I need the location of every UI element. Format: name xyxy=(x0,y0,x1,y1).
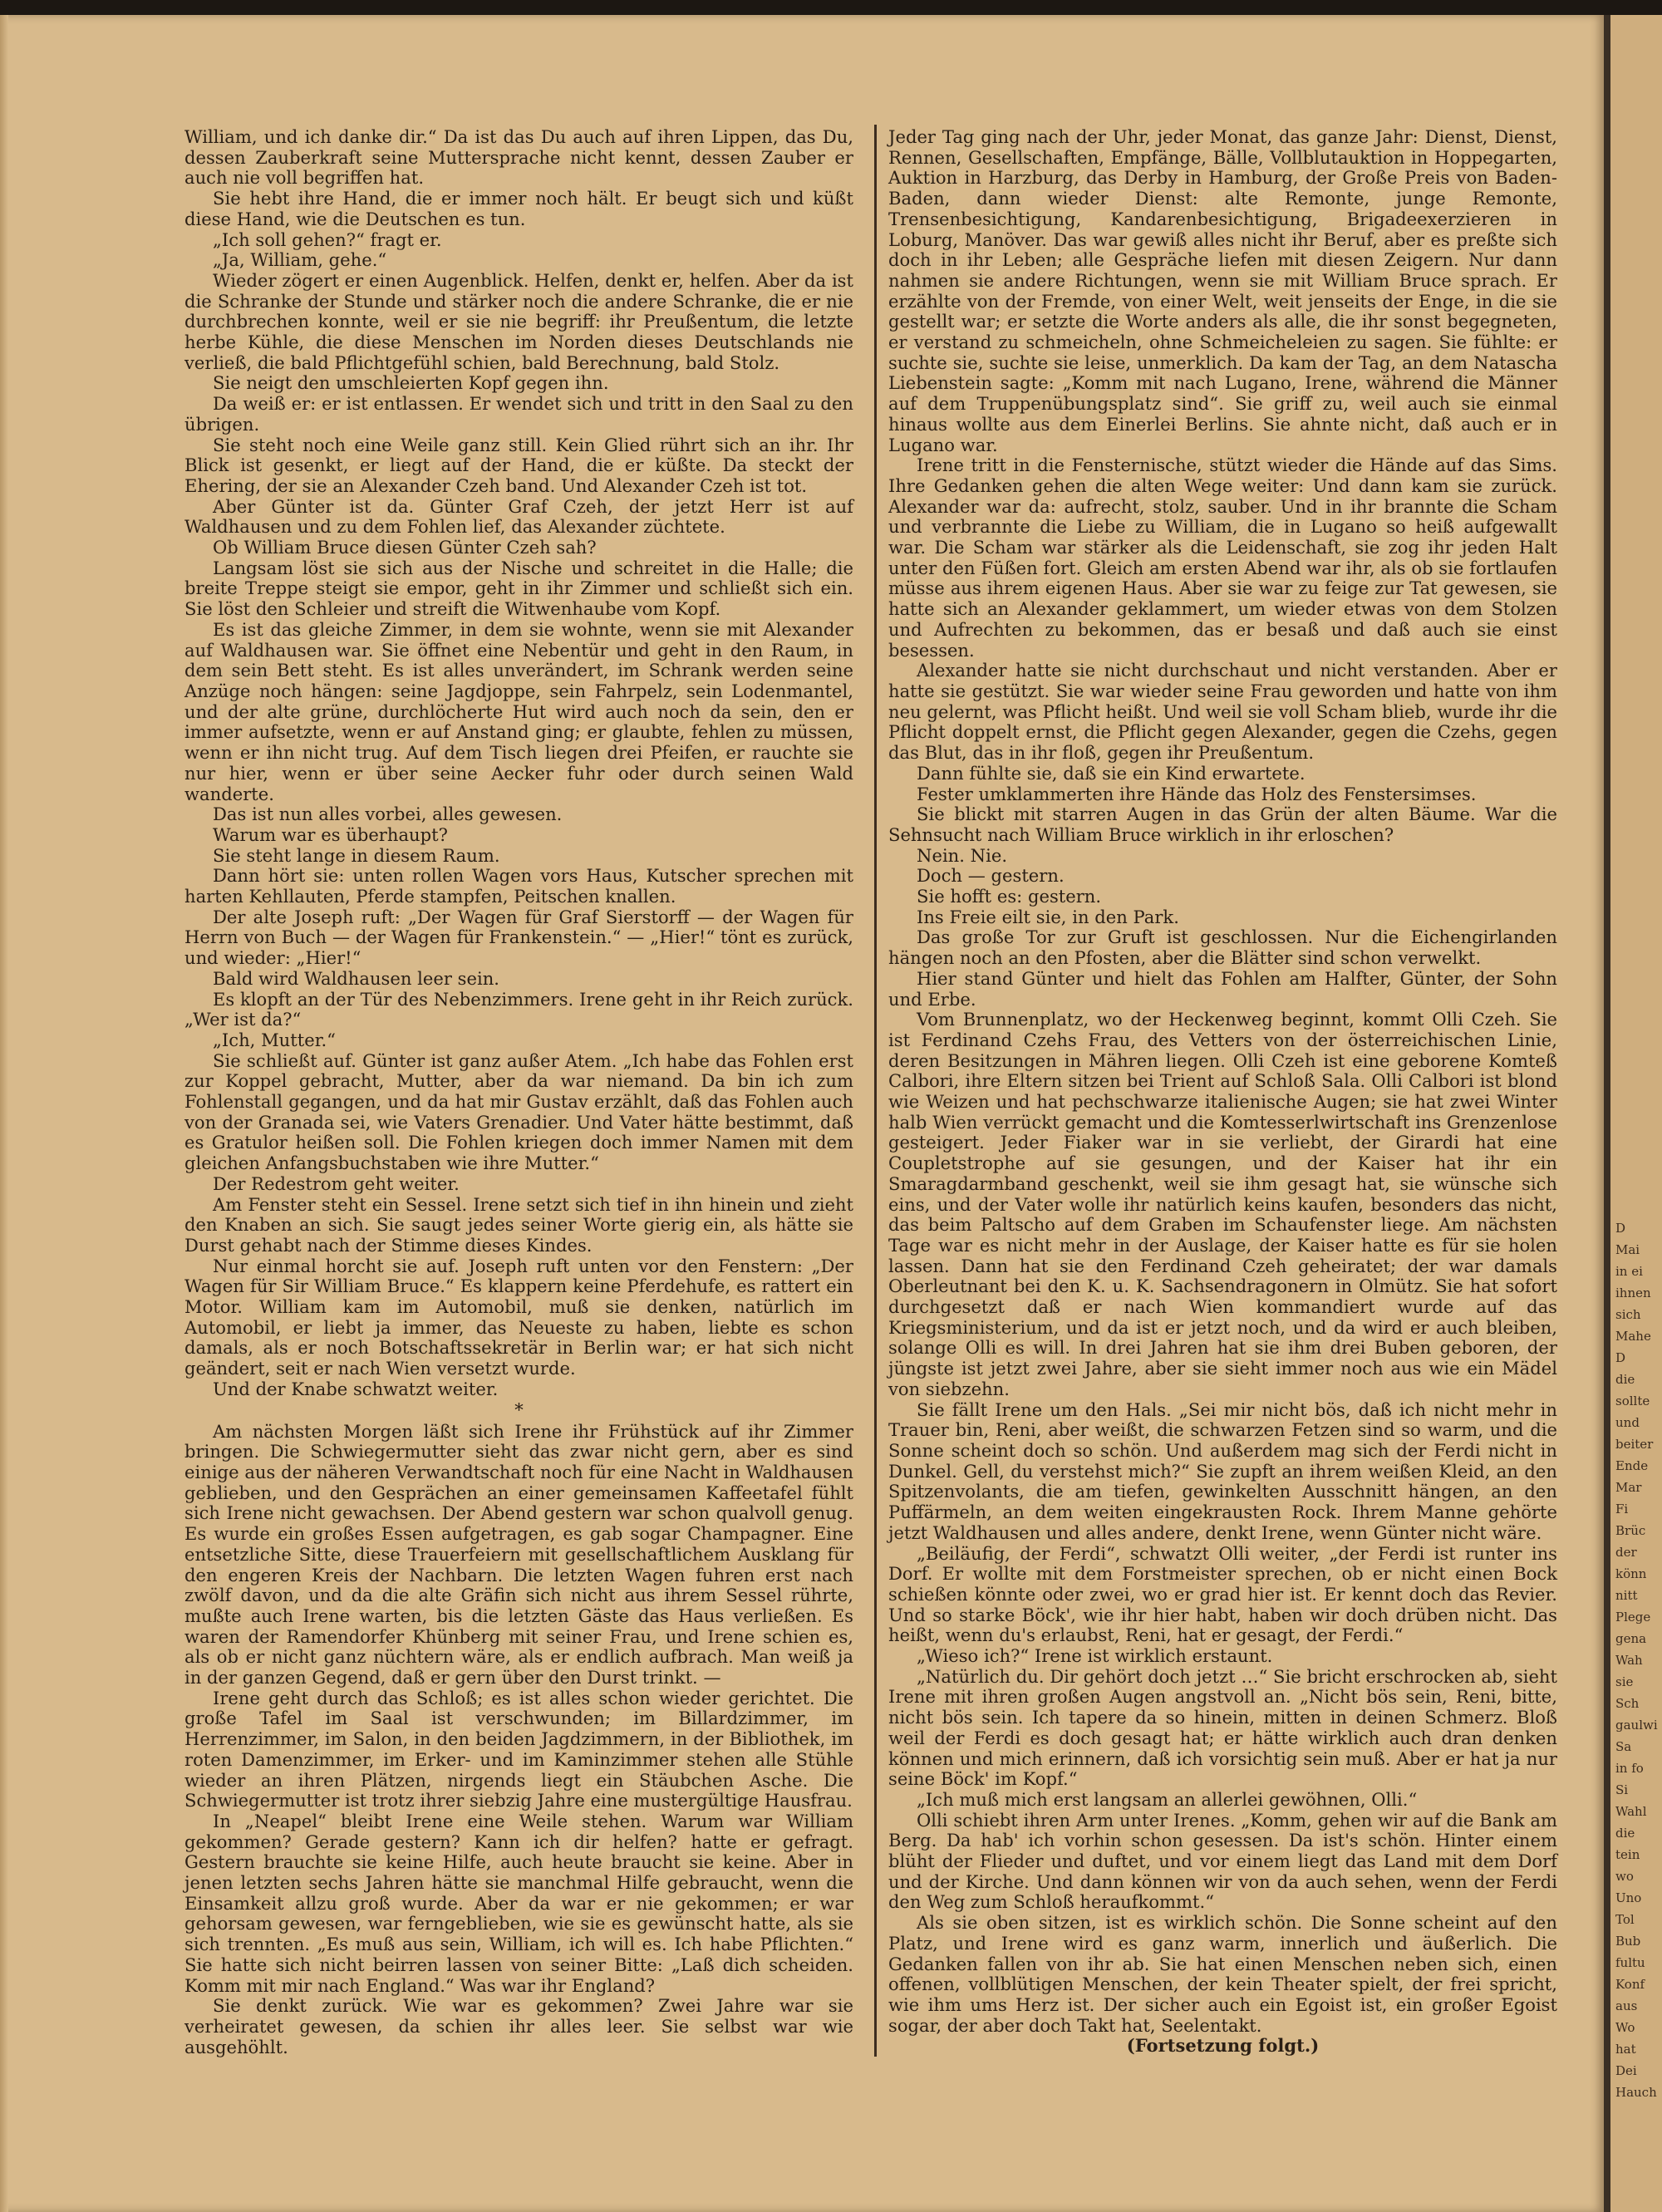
paragraph: „Ja, William, gehe.“ xyxy=(213,249,387,271)
adjacent-page-fragment: der xyxy=(1615,1545,1637,1560)
paragraph: Dann fühlte sie, daß sie ein Kind erwartete. xyxy=(917,762,1306,784)
paragraph: Sie neigt den umschleierten Kopf gegen ihn. xyxy=(213,372,609,394)
paragraph: Es klopft an der Tür des Nebenzimmers. Irene geht in ihr Reich zurück. „Wer ist da?“ xyxy=(184,988,853,1030)
adjacent-page-fragment: Uno xyxy=(1615,1890,1642,1905)
adjacent-page-fragment: tein xyxy=(1615,1847,1640,1862)
paragraph: Alexander hatte sie nicht durchschaut und nicht verstanden. Aber er hatte sie gestützt. Sie war wieder seine Frau geworden und hatte von ihm neu gelernt, was Pflicht heißt. Und weil sie voll Scham blieb, wurde ihr die Pflicht doppelt ernst, die Pflicht gegen Alexander, gegen die Czehs, gegen das Blut, das in ihr floß, gegen ihr Preußentum. xyxy=(888,660,1557,764)
paragraph: Ob William Bruce diesen Günter Czeh sah? xyxy=(213,537,597,558)
adjacent-page-fragment: Ende xyxy=(1615,1458,1649,1473)
paragraph: Sie fällt Irene um den Hals. „Sei mir nicht bös, daß ich nicht mehr in Trauer bin, Reni, aber weißt, die schwarzen Fetzen sind so warm, und die Sonne scheint doch so schön. Und außerdem mag sich der Ferdi nicht in Dunkel. Gell, du verstehst mich?“ Sie zupft an ihrem weißen Kleid, an den Spitzenvolants, die am tiefen, gewinkelten Ausschnitt hängen, an den Puffärmeln, an dem weiten eingekrausten Rock. Ihrem Manne gehörte jetzt Waldhausen und alles andere, denkt Irene, wenn Günter nicht wäre. xyxy=(888,1398,1557,1543)
paragraph: Jeder Tag ging nach der Uhr, jeder Monat, das ganze Jahr: Dienst, Dienst, Rennen, Gesellschaften, Empfänge, Bälle, Vollblutauktion in Hoppegarten, Auktion in Harzburg, das Derby in Hamburg, der Große Preis von Baden-Baden, dann wieder Dienst: alte Remonte, junge Remonte, Trensenbesichtigung, Kandarenbesichtigung, Brigadeexerzieren in Loburg, Manöver. Das war gewiß alles nicht ihr Beruf, aber es preßte sich doch in ihr Leben; alle Gespräche liefen mit diesen Zeigern. Nur dann nahmen sie andere Richtungen, wenn sie mit William Bruce sprach. Er erzählte von der Fremde, von einer Welt, weit jenseits der Enge, in die sie gestellt war; er setzte die Worte anders als alle, die ihr sonst begegneten, er verstand zu schmeicheln, ohne Schmeicheleien zu sagen. Sie fühlte: er suchte sie, suchte sie leise, unmerklich. Da kam der Tag, an dem Natascha Liebenstein sagte: „Komm mit nach Lugano, Irene, während die Männer auf dem Truppenübungsplatz sind“. Sie griff zu, weil auch sie einmal hinaus wollte aus dem Einerlei Berlins. Sie ahnte nicht, daß auch er in Lugano war. xyxy=(888,126,1557,455)
paragraph: Sie steht noch eine Weile ganz still. Kein Glied rührt sich an ihr. Ihr Blick ist gesenkt, er liegt auf der Hand, die er küßte. Da steckt der Ehering, der sie an Alexander Czeh band. Und Alexander Czeh ist tot. xyxy=(184,434,853,496)
adjacent-page-fragment: Sch xyxy=(1615,1696,1640,1711)
paragraph: „Ich, Mutter.“ xyxy=(213,1029,336,1050)
paragraph: Am Fenster steht ein Sessel. Irene setzt sich tief in ihn hinein und zieht den Knaben an sich. Sie saugt jedes seiner Worte gierig ein, als hätte sie Durst gehabt nach der Stimme dieses Kindes. xyxy=(184,1193,853,1256)
paragraph: Wieder zögert er einen Augenblick. Helfen, denkt er, helfen. Aber da ist die Schranke der Stunde und stärker noch die andere Schranke, die er nie durchbrechen konnte, weil er sie nie begriff: ihr Preußentum, die letzte herbe Kühle, die diese Menschen im Norden dieses Deutschlands nie verließ, die bald Pflichtgefühl schien, bald Berechnung, bald Stolz. xyxy=(184,269,853,373)
paragraph: „Ich soll gehen?“ fragt er. xyxy=(213,229,442,250)
paragraph: Irene tritt in die Fensternische, stützt wieder die Hände auf das Sims. Ihre Gedanken gehen die alten Wege weiter: Und dann kam sie zurück. Alexander war da: aufrecht, stolz, sauber. Und in ihr brannte die Scham und verbrannte die Liebe zu William, die in Lugano so heiß aufgewallt war. Die Scham war stärker als die Leidenschaft, sie zog ihr jeden Halt unter den Füßen fort. Gleich am ersten Abend war ihr, als ob sie fortlaufen müsse aus ihrem eigenen Haus. Aber sie war zu feige zur Tat gewesen, sie hatte sich an Alexander geklammert, um wieder etwas von dem Stolzen und Aufrechten zu bekommen, das er besaß und daß auch sie einst besessen. xyxy=(888,455,1557,661)
paragraph: Irene geht durch das Schloß; es ist alles schon wieder gerichtet. Die große Tafel im Saal ist verschwunden; im Billardzimmer, im Herrenzimmer, im Salon, in den beiden Jagdzimmern, in der Bibliothek, im roten Damenzimmer, im Erker- und im Kaminzimmer stehen alle Stühle wieder an ihren Plätzen, nirgends liegt ein Stäubchen Asche. Die Schwiegermutter ist trotz ihrer siebzig Jahre eine mustergültige Hausfrau. xyxy=(184,1687,853,1811)
paragraph: Vom Brunnenplatz, wo der Heckenweg beginnt, kommt Olli Czeh. Sie ist Ferdinand Czehs Frau, des Vetters von der österreichischen Linie, deren Besitzungen in Mähren liegen. Olli Czeh ist eine geborene Komteß Calbori, ihre Eltern sitzen bei Trient auf Schloß Sala. Olli Calbori ist blond wie Weizen und hat pechschwarze italienische Augen; sie hat zwei Winter halb Wien verrückt gemacht und die Komtesserlwirtschaft ins Grenzenlose gesteigert. Jeder Fiaker war in sie verliebt, der Girardi hat eine Coupletstrophe auf sie gesungen, und der Kaiser hat ihr ein Smaragdarmband geschenkt, weil sie ihm gesagt hat, sie wünsche sich eins, und der Vater wolle ihr natürlich keins kaufen, besonders das nicht, das beim Paltscho auf dem Graben im Schaufenster liege. Am nächsten Tage war es nicht mehr in der Auslage, der Kaiser hatte es für sie holen lassen. Dann hat sie den Ferdinand Czeh geheiratet; der war damals Oberleutnant bei den K. u. K. Sachsendragonern in Olmütz. Sie hat sofort durchgesetzt daß er nach Wien kommandiert wurde auf das Kriegsministerium, und da ist er jetzt noch, und da wird er auch bleiben, solange Olli es will. In drei Jahren hat sie ihm drei Buben geboren, der jüngste ist jetzt zwei Jahre, aber sie sieht immer noch aus wie ein Mädel von siebzehn. xyxy=(888,1009,1557,1399)
page-left-edge xyxy=(0,15,8,2212)
adjacent-page-fragment: Tol xyxy=(1615,1912,1635,1927)
adjacent-page-fragment: Bub xyxy=(1615,1934,1641,1949)
adjacent-page-fragment: Brüc xyxy=(1615,1523,1646,1538)
paragraph: Nein. Nie. xyxy=(917,844,1008,866)
adjacent-page-fragment: gaulwi xyxy=(1615,1718,1658,1733)
paragraph: Warum war es überhaupt? xyxy=(213,823,448,845)
adjacent-page-fragment: Wo xyxy=(1615,2020,1635,2035)
adjacent-page-fragment: Plege xyxy=(1615,1610,1651,1625)
adjacent-page-fragment: Wah xyxy=(1615,1653,1643,1668)
adjacent-page-fragment: sich xyxy=(1615,1307,1641,1322)
paragraph: Und der Knabe schwatzt weiter. xyxy=(213,1378,499,1399)
paragraph: In „Neapel“ bleibt Irene eine Weile stehen. Warum war William gekommen? Gerade gestern? Kann ich dir helfen? hatte er gefragt. Gestern brauchte sie keine Hilfe, auch heute braucht sie keine. Aber in jenen letzten sechs Jahren hätte sie manchmal Hilfe gebraucht, wenn die Einsamkeit allzu groß wurde. Aber da war er nie gekommen; er war gehorsam gewesen, war ferngeblieben, wie sie es gewünscht hatte, als sie sich trennten. „Es muß aus sein, William, ich will es. Ich habe Pflichten.“ Sie hatte sich nicht beirren lassen von seiner Bitte: „Laß dich scheiden. Komm mit mir nach England.“ Was war ihr England? xyxy=(184,1810,853,1996)
paragraph: Dann hört sie: unten rollen Wagen vors Haus, Kutscher sprechen mit harten Kehllauten, Pferde stampfen, Peitschen knallen. xyxy=(184,865,853,907)
adjacent-page-fragment: Si xyxy=(1615,1782,1629,1797)
paragraph: William, und ich danke dir.“ Da ist das Du auch auf ihren Lippen, das Du, dessen Zauberkraft seine Muttersprache nicht kennt, dessen Zauber er auch nie voll begriffen hat. xyxy=(184,126,853,189)
adjacent-page-fragment: Konf xyxy=(1615,1977,1645,1992)
adjacent-page-fragment: Dei xyxy=(1615,2063,1637,2078)
adjacent-page-edge xyxy=(1610,15,1662,2212)
adjacent-page-fragment: wo xyxy=(1615,1869,1634,1884)
adjacent-page-fragment: die xyxy=(1615,1826,1635,1841)
paragraph: Nur einmal horcht sie auf. Joseph ruft unten vor den Fenstern: „Der Wagen für Sir William Bruce.“ Es klappern keine Pferdehufe, es rattert ein Motor. William kam im Automobil, muß sie denken, natürlich im Automobil, er liebt ja immer, das Neueste zu haben, liebte es schon damals, als er noch Botschaftssekretär in Berlin war; er hat sich nicht geändert, seit er nach Wien versetzt wurde. xyxy=(184,1255,853,1379)
paragraph: Bald wird Waldhausen leer sein. xyxy=(213,967,499,989)
right-text-column xyxy=(888,127,1557,2057)
paragraph: Doch — gestern. xyxy=(917,865,1065,887)
paragraph: Fester umklammerten ihre Hände das Holz des Fenstersimses. xyxy=(917,783,1477,804)
paragraph: Olli schiebt ihren Arm unter Irenes. „Komm, gehen wir auf die Bank am Berg. Da hab' ich vorhin schon gesessen. Da ist's schön. Hinter einem blüht der Flieder und duftet, und vor einem liegt das Land mit dem Dorf und der Kirche. Und dann können wir von da auch sehen, wenn der Ferdi den Weg zum Schloß heraufkommt.“ xyxy=(888,1809,1557,1913)
paragraph: Sie schließt auf. Günter ist ganz außer Atem. „Ich habe das Fohlen erst zur Koppel gebracht, Mutter, aber da war niemand. Da bin ich zum Fohlenstall gegangen, und da hat mir Gustav erzählt, daß das Fohlen auch von der Granada sei, wie Vaters Grenadier. Und Vater hätte bestimmt, daß es Gratulor heißen soll. Die Fohlen kriegen doch immer Namen mit dem gleichen Anfangsbuchstaben wie ihre Mutter.“ xyxy=(184,1049,853,1174)
paragraph: Aber Günter ist da. Günter Graf Czeh, der jetzt Herr ist auf Waldhausen und zu dem Fohlen lief, das Alexander züchtete. xyxy=(184,495,853,538)
paragraph: „Ich muß mich erst langsam an allerlei gewöhnen, Olli.“ xyxy=(917,1788,1418,1810)
paragraph: Der alte Joseph ruft: „Der Wagen für Graf Sierstorff — der Wagen für Herrn von Buch — der Wagen für Frankenstein.“ — „Hier!“ tönt es zurück, und wieder: „Hier!“ xyxy=(184,906,853,969)
adjacent-page-fragment: aus xyxy=(1615,1998,1638,2013)
paragraph: „Wieso ich?“ Irene ist wirklich erstaunt. xyxy=(917,1645,1273,1667)
adjacent-page-fragment: Hauch xyxy=(1615,2085,1657,2100)
paragraph: Sie hebt ihre Hand, die er immer noch hält. Er beugt sich und küßt diese Hand, wie die Deutschen es tun. xyxy=(184,188,853,229)
adjacent-page-fragment: Wahl xyxy=(1615,1804,1647,1819)
continuation-note: (Fortsetzung folgt.) xyxy=(1126,2035,1320,2057)
adjacent-page-fragment: Fi xyxy=(1615,1502,1629,1516)
adjacent-page-fragment: hat xyxy=(1615,2042,1636,2057)
paragraph: Das ist nun alles vorbei, alles gewesen. xyxy=(213,804,563,825)
adjacent-page-fragment: gena xyxy=(1615,1631,1647,1646)
paragraph: Am nächsten Morgen läßt sich Irene ihr Frühstück auf ihr Zimmer bringen. Die Schwiegermutter sieht das zwar nicht gern, aber es sind einige aus der näheren Verwandtschaft noch für eine Nacht in Waldhausen geblieben, und den Gesprächen an einer gemeinsamen Kaffeetafel fühlt sich Irene nicht gewachsen. Der Abend gestern war schon qualvoll genug. Es wurde ein großes Essen aufgetragen, es gab sogar Champagner. Eine entsetzliche Sitte, diese Trauerfeiern mit gesellschaftlichem Ausklang für den engeren Kreis der Nachbarn. Die letzten Wagen fuhren erst nach zwölf davon, und da die alte Gräfin sich nicht aus ihrem Sessel rührte, mußte auch Irene warten, bis die letzten Gäste das Haus verließen. Es waren der Ramendorfer Khünberg mit seiner Frau, und Irene schien es, als ob er nicht ganz nüchtern wäre, als er endlich aufbrach. Man weiß ja in der ganzen Gegend, daß er gern über den Durst trinkt. — xyxy=(184,1420,853,1688)
adjacent-page-fragment: fultu xyxy=(1615,1955,1645,1970)
adjacent-page-fragment: Mahe xyxy=(1615,1329,1651,1344)
paragraph: Das große Tor zur Gruft ist geschlossen. Nur die Eichengirlanden hängen noch an den Pfosten, aber die Blätter sind schon verwelkt. xyxy=(888,927,1557,969)
adjacent-page-fragment: Mai xyxy=(1615,1242,1640,1257)
column-divider xyxy=(874,125,877,2057)
paragraph: Ins Freie eilt sie, in den Park. xyxy=(917,906,1179,927)
paragraph: Langsam löst sie sich aus der Nische und schreitet in die Halle; die breite Treppe steigt sie empor, geht in ihr Zimmer und schließt sich ein. Sie löst den Schleier und streift die Witwenhaube vom Kopf. xyxy=(184,557,853,620)
left-text-column xyxy=(184,127,853,2057)
paragraph: „Natürlich du. Dir gehört doch jetzt …“ Sie bricht erschrocken ab, sieht Irene mit ihren großen Augen angstvoll an. „Nicht bös sein, Reni, bitte, nicht bös sein. Ich tapere da so hinein, mitten in deinen Schmerz. Bloß weil der Ferdi es doch gesagt hat; er hätte wirklich auch dran denken können und mich erinnern, daß ich vorsichtig sein muß. Aber er hat ja nur seine Böck' im Kopf.“ xyxy=(888,1665,1557,1790)
paragraph: Der Redestrom geht weiter. xyxy=(213,1172,460,1194)
paragraph: „Beiläufig, der Ferdi“, schwatzt Olli weiter, „der Ferdi ist runter ins Dorf. Er wollte mit dem Forstmeister sprechen, ob er nicht einen Bock schießen könnte oder zwei, wo er grad hier ist. Er kennt doch das Revier. Und so starke Böck', wie ihr hier habt, haben wir doch drüben nicht. Das heißt, wenn du's erlaubst, Reni, hat er gesagt, der Ferdi.“ xyxy=(888,1542,1557,1646)
adjacent-page-fragment: ihnen xyxy=(1615,1285,1651,1300)
paragraph: Da weiß er: er ist entlassen. Er wendet sich und tritt in den Saal zu den übrigen. xyxy=(184,393,853,435)
paragraph: Sie steht lange in diesem Raum. xyxy=(213,844,500,866)
adjacent-page-fragment: Mar xyxy=(1615,1480,1642,1495)
scan-top-border xyxy=(0,0,1662,15)
adjacent-page-fragment: sie xyxy=(1615,1674,1634,1689)
adjacent-page-fragment: die xyxy=(1615,1372,1635,1387)
adjacent-page-fragment: in ei xyxy=(1615,1264,1643,1279)
paragraph: Sie denkt zurück. Wie war es gekommen? Zwei Jahre war sie verheiratet gewesen, da schien ihr alles leer. Sie selbst war wie ausgehöhlt. xyxy=(184,1995,853,2057)
adjacent-page-fragment: Sa xyxy=(1615,1739,1632,1754)
section-separator: * xyxy=(514,1398,524,1420)
adjacent-page-fragment: sollte xyxy=(1615,1394,1650,1408)
paragraph: Sie blickt mit starren Augen in das Grün der alten Bäume. War die Sehnsucht nach William Bruce wirklich in ihr erloschen? xyxy=(888,804,1557,845)
adjacent-page-fragment: in fo xyxy=(1615,1761,1644,1776)
adjacent-page-fragment: und xyxy=(1615,1415,1640,1430)
adjacent-page-fragment: nitt xyxy=(1615,1588,1638,1603)
adjacent-page-fragment: beiter xyxy=(1615,1437,1654,1452)
paragraph: Es ist das gleiche Zimmer, in dem sie wohnte, wenn sie mit Alexander auf Waldhausen war. Sie öffnet eine Nebentür und geht in den Raum, in dem sein Bett steht. Es ist alles unverändert, im Schrank werden seine Anzüge noch hängen: seine Jagdjoppe, sein Fahrpelz, sein Lodenmantel, und der alte grüne, durchlöcherte Hut wird auch noch da sein, den er immer aufsetzte, wenn er auf Anstand ging; er glaubte, fehlen zu müssen, wenn er ihn nicht trug. Auf dem Tisch liegen drei Pfeifen, er rauchte sie nur hier, wenn er über seine Aecker fuhr oder durch seinen Wald wanderte. xyxy=(184,618,853,804)
paragraph: Sie hofft es: gestern. xyxy=(917,886,1102,907)
paragraph: Hier stand Günter und hielt das Fohlen am Halfter, Günter, der Sohn und Erbe. xyxy=(888,967,1557,1010)
paragraph: Als sie oben sitzen, ist es wirklich schön. Die Sonne scheint auf den Platz, und Irene wird es ganz warm, innerlich und äußerlich. Die Gedanken fallen von ihr ab. Sie hat einen Menschen neben sich, einen offenen, vollblütigen Menschen, der kein Theater spielt, der frei spricht, wie ihm ums Herz ist. Der sicher auch ein Egoist ist, ein großer Egoist sogar, der aber doch Takt hat, Seelentakt. xyxy=(888,1912,1557,2036)
adjacent-page-fragment: D xyxy=(1615,1350,1626,1365)
adjacent-page-fragment: könn xyxy=(1615,1566,1647,1581)
adjacent-page-fragment: D xyxy=(1615,1221,1626,1236)
